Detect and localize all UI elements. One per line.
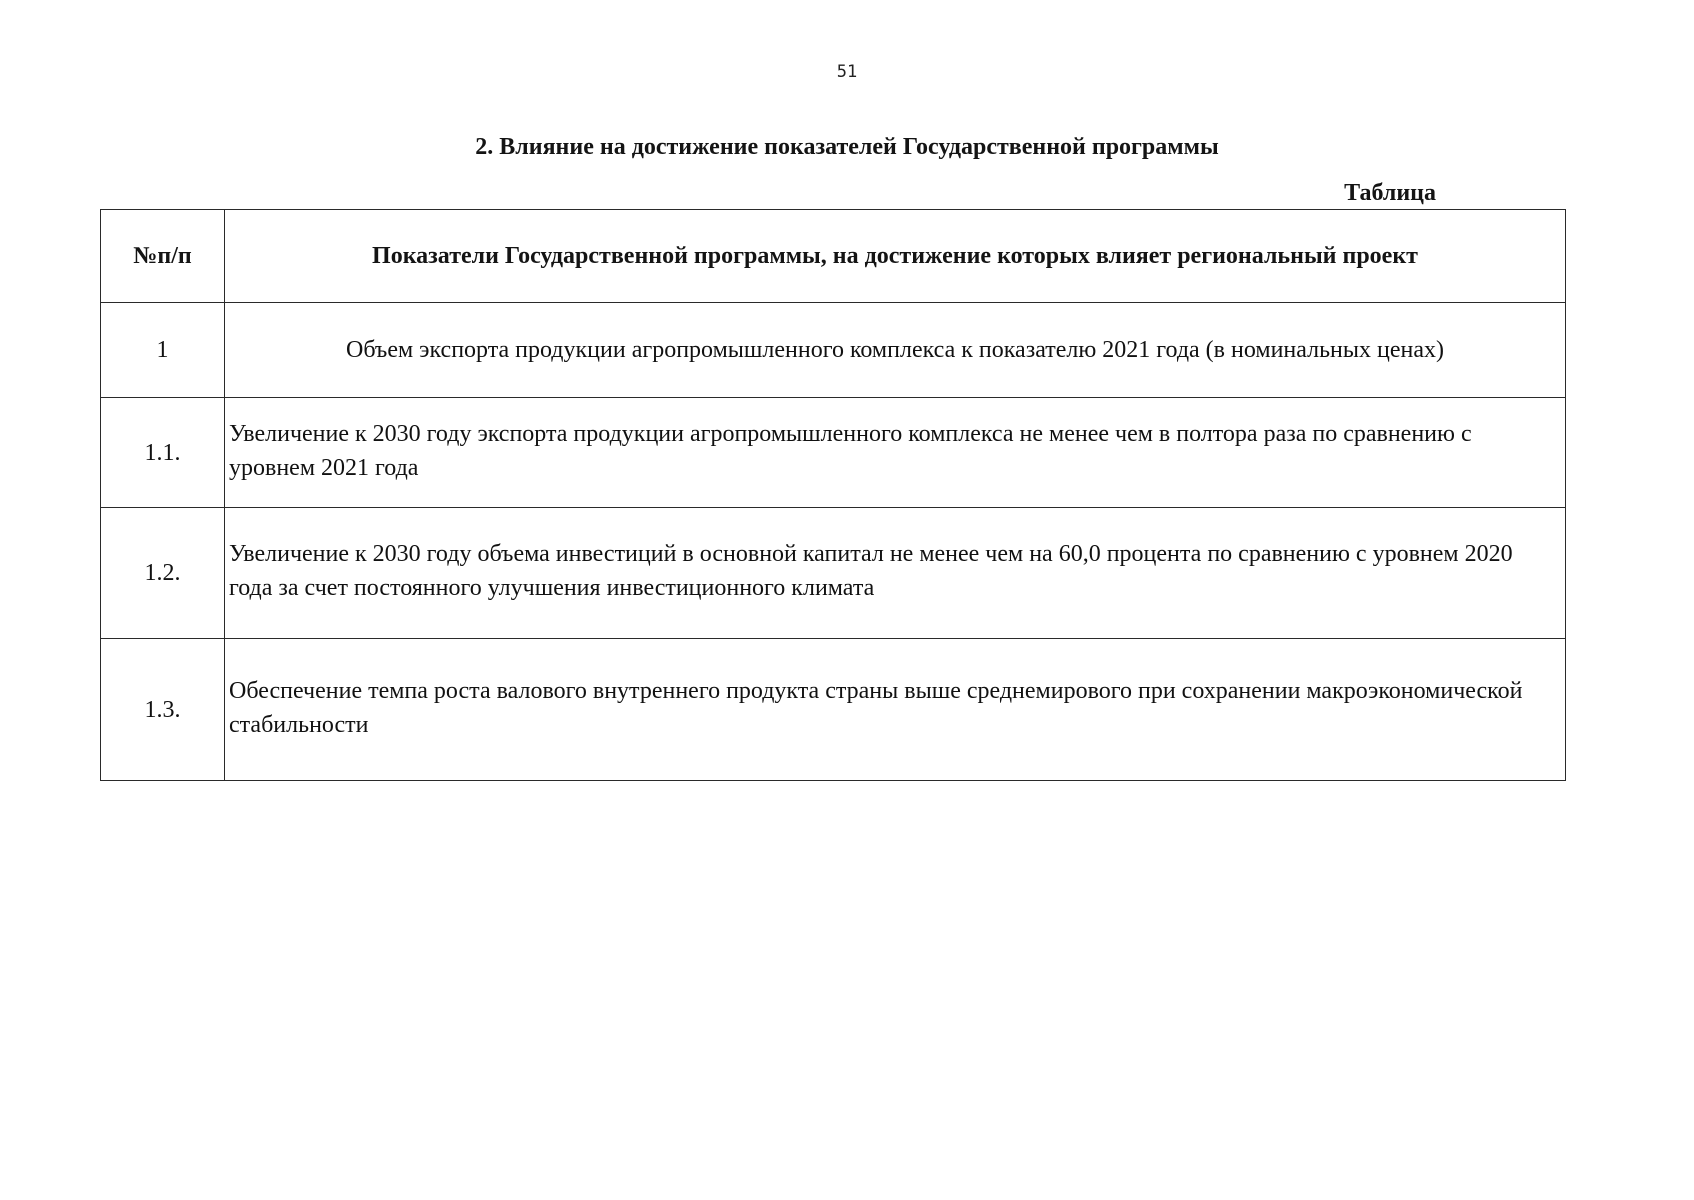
header-indicator: Показатели Государственной программы, на достижение которых влияет региональный проект [225, 210, 1566, 303]
section-title: 2. Влияние на достижение показателей Государственной программы [475, 134, 1219, 160]
table-row [101, 303, 1566, 398]
row-text: Обеспечение темпа роста валового внутреннего продукта страны выше среднемирового при сохранении макроэкономической стабильности [225, 639, 1566, 781]
page-number: 51 [836, 62, 858, 82]
row-text: Объем экспорта продукции агропромышленного комплекса к показателю 2021 года (в номинальных ценах) [225, 303, 1566, 398]
header-num: №п/п [101, 210, 225, 303]
table-row [101, 398, 1566, 508]
indicators-table [100, 209, 1566, 781]
row-text: Увеличение к 2030 году объема инвестиций в основной капитал не менее чем на 60,0 процента по сравнению с уровнем 2020 года за счет постоянного улучшения инвестиционного климата [225, 508, 1566, 639]
table-row [101, 508, 1566, 639]
row-number: 1.3. [101, 639, 225, 781]
table-header-row [101, 210, 1566, 303]
row-number: 1.1. [101, 398, 225, 508]
table-row [101, 639, 1566, 781]
row-number: 1.2. [101, 508, 225, 639]
row-text: Увеличение к 2030 году экспорта продукции агропромышленного комплекса не менее чем в полтора раза по сравнению с уровнем 2021 года [225, 398, 1566, 508]
row-number: 1 [101, 303, 225, 398]
table-caption: Таблица [1344, 180, 1436, 206]
